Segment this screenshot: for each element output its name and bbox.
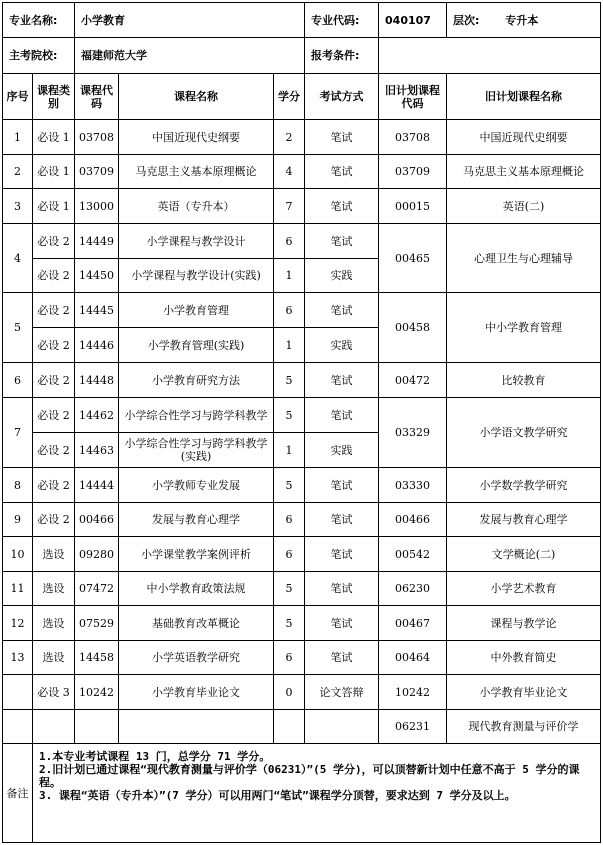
credit-cell: 5 (274, 468, 305, 503)
conditions-label: 报考条件: (305, 38, 379, 74)
code-cell: 00466 (75, 503, 119, 537)
name-cell: 小学教育毕业论文 (119, 675, 274, 710)
notes-row (3, 744, 601, 843)
col-code: 课程代码 (75, 74, 119, 120)
table-row (3, 120, 601, 155)
category-cell: 选设 (33, 641, 75, 675)
name-cell: 小学综合性学习与跨学科教学 (119, 398, 274, 433)
seq-cell: 9 (3, 503, 33, 537)
old-code-cell: 00466 (379, 503, 447, 537)
seq-cell: 5 (3, 293, 33, 363)
old-code-cell: 00472 (379, 363, 447, 398)
old-name-cell: 发展与教育心理学 (447, 503, 601, 537)
school-label: 主考院校: (3, 38, 75, 74)
old-code-cell: 00458 (379, 293, 447, 363)
exam-cell: 笔试 (305, 155, 379, 189)
col-exam: 考试方式 (305, 74, 379, 120)
category-cell: 必设 3 (33, 675, 75, 710)
name-cell: 发展与教育心理学 (119, 503, 274, 537)
col-seq: 序号 (3, 74, 33, 120)
code-cell: 14445 (75, 293, 119, 328)
seq-cell: 12 (3, 606, 33, 641)
old-code-cell: 03329 (379, 398, 447, 468)
category-cell: 必设 2 (33, 468, 75, 503)
credit-cell: 1 (274, 328, 305, 363)
name-cell: 小学教育研究方法 (119, 363, 274, 398)
code-cell: 13000 (75, 189, 119, 224)
name-cell: 小学课堂教学案例评析 (119, 537, 274, 572)
notes-label: 备注 (3, 744, 33, 843)
old-name-cell: 文学概论(二) (447, 537, 601, 572)
old-name-cell: 马克思主义基本原理概论 (447, 155, 601, 189)
level-value: 专升本 (505, 13, 539, 27)
credit-cell: 6 (274, 503, 305, 537)
name-cell (119, 710, 274, 744)
category-cell: 选设 (33, 606, 75, 641)
table-row (3, 224, 601, 259)
exam-cell: 笔试 (305, 572, 379, 606)
name-cell: 小学综合性学习与跨学科教学(实践) (119, 433, 274, 468)
name-cell: 中国近现代史纲要 (119, 120, 274, 155)
col-old-code: 旧计划课程代码 (379, 74, 447, 120)
seq-cell: 2 (3, 155, 33, 189)
old-code-cell: 00465 (379, 224, 447, 293)
category-cell: 必设 2 (33, 293, 75, 328)
name-cell: 小学英语教学研究 (119, 641, 274, 675)
code-cell: 03709 (75, 155, 119, 189)
old-code-cell: 00467 (379, 606, 447, 641)
exam-cell: 笔试 (305, 293, 379, 328)
credit-cell: 4 (274, 155, 305, 189)
exam-cell: 实践 (305, 328, 379, 363)
seq-cell: 1 (3, 120, 33, 155)
credit-cell (274, 710, 305, 744)
old-name-cell: 中国近现代史纲要 (447, 120, 601, 155)
old-code-cell: 03708 (379, 120, 447, 155)
exam-cell: 笔试 (305, 606, 379, 641)
code-cell (75, 710, 119, 744)
old-name-cell: 小学艺术教育 (447, 572, 601, 606)
credit-cell: 6 (274, 224, 305, 259)
old-name-cell: 中小学教育管理 (447, 293, 601, 363)
name-cell: 小学课程与教学设计 (119, 224, 274, 259)
curriculum-table (2, 2, 601, 843)
code-cell: 14462 (75, 398, 119, 433)
credit-cell: 1 (274, 433, 305, 468)
old-name-cell: 英语(二) (447, 189, 601, 224)
seq-cell (3, 710, 33, 744)
credit-cell: 6 (274, 641, 305, 675)
note-line-1: 1.本专业考试课程 13 门，总学分 71 学分。 (39, 750, 271, 763)
category-cell: 必设 2 (33, 259, 75, 293)
exam-cell (305, 710, 379, 744)
seq-cell: 7 (3, 398, 33, 468)
credit-cell: 5 (274, 606, 305, 641)
exam-cell: 实践 (305, 433, 379, 468)
code-cell: 07529 (75, 606, 119, 641)
level-cell (447, 3, 601, 38)
col-category: 课程类别 (33, 74, 75, 120)
major-code: 040107 (379, 3, 447, 38)
table-row (3, 675, 601, 710)
col-credit: 学分 (274, 74, 305, 120)
old-code-cell: 00464 (379, 641, 447, 675)
code-cell: 14448 (75, 363, 119, 398)
exam-cell: 笔试 (305, 503, 379, 537)
exam-cell: 笔试 (305, 120, 379, 155)
code-cell: 09280 (75, 537, 119, 572)
credit-cell: 6 (274, 293, 305, 328)
code-cell: 14463 (75, 433, 119, 468)
code-cell: 14450 (75, 259, 119, 293)
code-cell: 03708 (75, 120, 119, 155)
exam-cell: 笔试 (305, 641, 379, 675)
credit-cell: 5 (274, 363, 305, 398)
table-row (3, 606, 601, 641)
conditions-value (379, 38, 601, 74)
table-row (3, 641, 601, 675)
old-code-cell: 06230 (379, 572, 447, 606)
table-row (3, 710, 601, 744)
category-cell: 选设 (33, 572, 75, 606)
seq-cell: 10 (3, 537, 33, 572)
old-name-cell: 现代教育测量与评价学 (447, 710, 601, 744)
seq-cell: 11 (3, 572, 33, 606)
table-row (3, 363, 601, 398)
name-cell: 小学课程与教学设计(实践) (119, 259, 274, 293)
seq-cell: 6 (3, 363, 33, 398)
category-cell: 选设 (33, 537, 75, 572)
seq-cell: 13 (3, 641, 33, 675)
category-cell: 必设 2 (33, 398, 75, 433)
name-cell: 小学教育管理(实践) (119, 328, 274, 363)
old-name-cell: 小学教育毕业论文 (447, 675, 601, 710)
credit-cell: 0 (274, 675, 305, 710)
credit-cell: 2 (274, 120, 305, 155)
old-name-cell: 课程与教学论 (447, 606, 601, 641)
name-cell: 基础教育改革概论 (119, 606, 274, 641)
major-name: 小学教育 (75, 3, 305, 38)
category-cell: 必设 2 (33, 503, 75, 537)
exam-cell: 笔试 (305, 468, 379, 503)
old-code-cell: 06231 (379, 710, 447, 744)
seq-cell: 8 (3, 468, 33, 503)
credit-cell: 6 (274, 537, 305, 572)
old-code-cell: 10242 (379, 675, 447, 710)
table-row (3, 189, 601, 224)
exam-cell: 论文答辩 (305, 675, 379, 710)
note-line-2: 2.旧计划已通过课程“现代教育测量与评价学（06231）”(5 学分)，可以顶替新计划中任意不高于 5 学分的课程。 (39, 763, 580, 789)
code-cell: 10242 (75, 675, 119, 710)
notes-content (33, 744, 601, 843)
table-row (3, 468, 601, 503)
category-cell: 必设 1 (33, 189, 75, 224)
credit-cell: 5 (274, 398, 305, 433)
name-cell: 小学教师专业发展 (119, 468, 274, 503)
table-row (3, 503, 601, 537)
credit-cell: 7 (274, 189, 305, 224)
code-cell: 07472 (75, 572, 119, 606)
code-cell: 14446 (75, 328, 119, 363)
major-name-label: 专业名称: (3, 3, 75, 38)
table-row (3, 572, 601, 606)
code-cell: 14449 (75, 224, 119, 259)
col-old-name: 旧计划课程名称 (447, 74, 601, 120)
table-row (3, 537, 601, 572)
exam-cell: 笔试 (305, 363, 379, 398)
name-cell: 英语（专升本） (119, 189, 274, 224)
school-name: 福建师范大学 (75, 38, 305, 74)
category-cell: 必设 1 (33, 120, 75, 155)
old-code-cell: 03330 (379, 468, 447, 503)
old-name-cell: 小学语文教学研究 (447, 398, 601, 468)
name-cell: 中小学教育政策法规 (119, 572, 274, 606)
seq-cell (3, 675, 33, 710)
category-cell: 必设 2 (33, 363, 75, 398)
old-name-cell: 心理卫生与心理辅导 (447, 224, 601, 293)
category-cell: 必设 2 (33, 328, 75, 363)
old-code-cell: 00015 (379, 189, 447, 224)
table-row (3, 398, 601, 433)
exam-cell: 笔试 (305, 398, 379, 433)
old-name-cell: 比较教育 (447, 363, 601, 398)
exam-cell: 笔试 (305, 189, 379, 224)
category-cell: 必设 2 (33, 224, 75, 259)
old-name-cell: 小学数学教学研究 (447, 468, 601, 503)
level-label: 层次: (453, 13, 480, 27)
old-code-cell: 00542 (379, 537, 447, 572)
name-cell: 马克思主义基本原理概论 (119, 155, 274, 189)
credit-cell: 1 (274, 259, 305, 293)
exam-cell: 笔试 (305, 224, 379, 259)
exam-cell: 笔试 (305, 537, 379, 572)
old-name-cell: 中外教育简史 (447, 641, 601, 675)
note-line-3: 3. 课程“英语（专升本）”(7 学分）可以用两门“笔试”课程学分顶替，要求达到 7 学分及以上。 (39, 789, 516, 802)
category-cell: 必设 1 (33, 155, 75, 189)
table-row (3, 155, 601, 189)
exam-cell: 实践 (305, 259, 379, 293)
col-name: 课程名称 (119, 74, 274, 120)
code-cell: 14458 (75, 641, 119, 675)
category-cell: 必设 2 (33, 433, 75, 468)
major-code-label: 专业代码: (305, 3, 379, 38)
name-cell: 小学教育管理 (119, 293, 274, 328)
table-row (3, 293, 601, 328)
code-cell: 14444 (75, 468, 119, 503)
seq-cell: 4 (3, 224, 33, 293)
old-code-cell: 03709 (379, 155, 447, 189)
credit-cell: 5 (274, 572, 305, 606)
seq-cell: 3 (3, 189, 33, 224)
category-cell (33, 710, 75, 744)
